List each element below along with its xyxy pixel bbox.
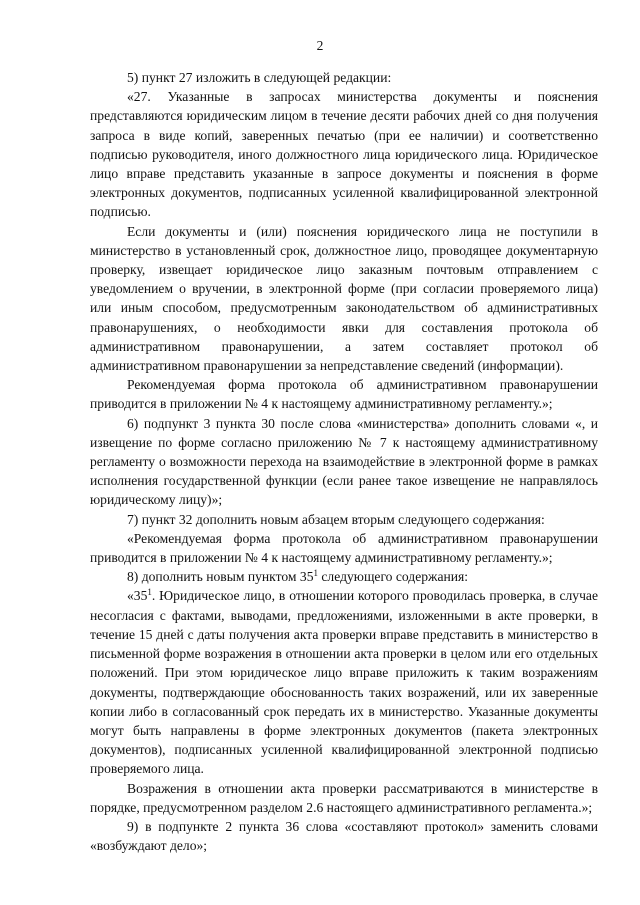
paragraph-item-6: 6) подпункт 3 пункта 30 после слова «министерства» дополнить словами «, и извещение по форме согласно приложению № 7 к настоящему административному регламенту о возможности перехода на взаимодействие в электронной форме в рамках исполнения государственной функции (если ранее такое извещение не направлялось юридическому лицу)»; [90,415,598,508]
superscript-1: 1 [147,587,152,598]
paragraph-item-5: 5) пункт 27 изложить в следующей редакции: [127,70,392,85]
paragraph-point-35-text: . Юридическое лицо, в отношении которого проводилась проверка, в случае несогласия с фактами, выводами, предложениями, изложенными в акте проверки, в течение 15 дней с даты получения акта проверки вправе представить в министерство в письменной форме возражения в отношении акта проверки в целом или его отдельных положений. При этом юридическое лицо вправе приложить к таким возражениям документы, подтверждающие обоснованность таких возражений, или их заверенные копии либо в согласованный срок передать их в министерство. Указанные документы могут быть направлены в форме электронных документов (пакета электронных документов), подписанных усиленной квалифицированной электронной подписью проверяемого лица. [90,588,598,777]
superscript-1: 1 [313,568,318,579]
document-body [90,68,598,855]
paragraph-item-8-text-end: следующего содержания: [318,569,469,585]
paragraph-documents-not-received: Если документы и (или) пояснения юридического лица не поступили в министерство в установленный срок, должностное лицо, проводящее документарную проверку, извещает юридическое лицо заказным почтовым отправлением с уведомлением о вручении, в электронной форме (при согласии проверяемого лица) или иным способом, предусмотренным законодательством об административных правонарушениях, о необходимости явки для составления протокола об административном правонарушении, а затем составляет протокол об административном правонарушении за непредставление сведений (информации). [90,223,598,374]
paragraph-point-35-number: «35 [127,588,148,604]
paragraph-item-8 [90,567,598,586]
page-number: 2 [316,38,324,53]
paragraph-item-7: 7) пункт 32 дополнить новым абзацем вторым следующего содержания: [127,511,545,527]
paragraph-point-27: «27. Указанные в запросах министерства документы и пояснения представляются юридическим лицом в течение десяти рабочих дней со дня получения запроса в виде копий, заверенных печатью (при ее наличии) и соответственно подписью руководителя, иного должностного лица юридического лица. Юридическое лицо вправе представить указанные в запросе документы и пояснения в форме электронных документов, подписанных усиленной квалифицированной электронной подписью. [90,89,598,220]
paragraph-item-8-text: 8) дополнить новым пунктом 35 [127,569,314,585]
paragraph-objections: Возражения в отношении акта проверки рассматриваются в министерстве в порядке, предусмотренном разделом 2.6 настоящего административного регламента.»; [90,780,598,815]
paragraph-recommended-form: Рекомендуемая форма протокола об административном правонарушении приводится в приложении № 4 к настоящему административному регламенту.»; [90,377,598,412]
paragraph-point-35-1 [90,586,598,778]
paragraph-item-7-quote: «Рекомендуемая форма протокола об административном правонарушении приводится в приложении № 4 к настоящему административному регламенту.»; [90,530,598,566]
paragraph-item-9: 9) в подпункте 2 пункта 36 слова «составляют протокол» заменить словами «возбуждают дело»; [90,818,598,854]
